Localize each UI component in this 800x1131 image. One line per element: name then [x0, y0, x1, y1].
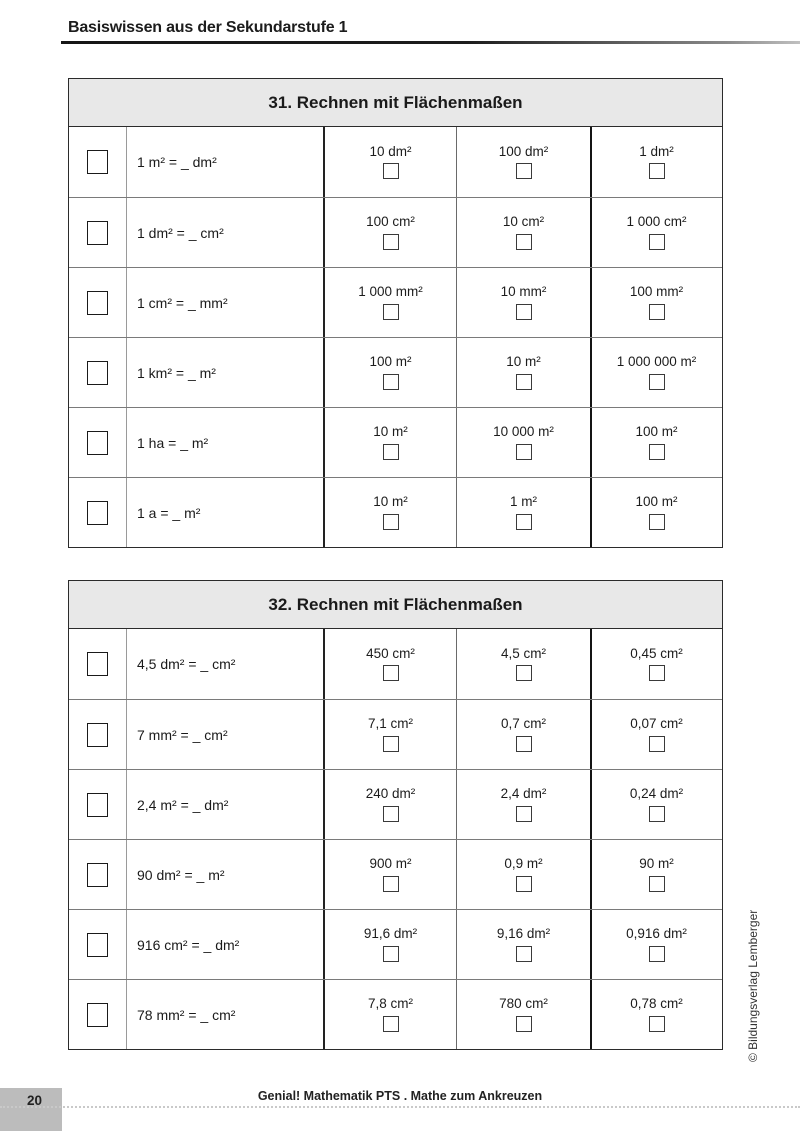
option-checkbox[interactable]	[649, 665, 665, 681]
option-label: 10 m²	[506, 354, 541, 370]
option-checkbox[interactable]	[516, 1016, 532, 1032]
option-cell	[325, 478, 457, 547]
exercise-table-31	[68, 78, 723, 548]
option-checkbox[interactable]	[649, 946, 665, 962]
answer-cell	[69, 840, 127, 909]
option-label: 10 000 m²	[493, 424, 554, 440]
option-label: 10 mm²	[500, 284, 547, 300]
question-text: 916 cm² = _ dm²	[127, 910, 325, 979]
question-text: 1 dm² = _ cm²	[127, 198, 325, 267]
option-label: 10 cm²	[502, 214, 545, 230]
answer-cell	[69, 629, 127, 699]
answer-cell	[69, 127, 127, 197]
question-text: 1 m² = _ dm²	[127, 127, 325, 197]
option-cell	[592, 338, 721, 407]
answer-cell	[69, 770, 127, 839]
option-checkbox[interactable]	[383, 806, 399, 822]
exercise-row	[69, 769, 722, 839]
option-label: 0,45 cm²	[630, 645, 683, 661]
option-label: 900 m²	[369, 856, 412, 872]
exercise-row	[69, 909, 722, 979]
option-cell	[325, 408, 457, 477]
option-checkbox[interactable]	[516, 876, 532, 892]
option-cell	[457, 910, 592, 979]
option-checkbox[interactable]	[649, 806, 665, 822]
answer-cell	[69, 910, 127, 979]
row-checkbox[interactable]	[87, 150, 108, 174]
table-title: 31. Rechnen mit Flächenmaßen	[69, 79, 722, 127]
option-checkbox[interactable]	[649, 163, 665, 179]
option-cell	[325, 840, 457, 909]
option-label: 10 m²	[373, 494, 408, 510]
header-rule	[61, 41, 800, 44]
exercise-row	[69, 629, 722, 699]
option-checkbox[interactable]	[516, 374, 532, 390]
option-cell	[592, 840, 721, 909]
option-cell	[592, 980, 721, 1049]
option-checkbox[interactable]	[649, 514, 665, 530]
option-checkbox[interactable]	[383, 374, 399, 390]
option-checkbox[interactable]	[383, 665, 399, 681]
option-cell	[457, 268, 592, 337]
option-checkbox[interactable]	[516, 304, 532, 320]
exercise-row	[69, 407, 722, 477]
row-checkbox[interactable]	[87, 291, 108, 315]
option-cell	[325, 268, 457, 337]
footer-dotted-rule	[0, 1106, 800, 1108]
answer-cell	[69, 478, 127, 547]
answer-cell	[69, 980, 127, 1049]
exercise-row	[69, 979, 722, 1049]
option-checkbox[interactable]	[649, 444, 665, 460]
page-title: Basiswissen aus der Sekundarstufe 1	[68, 19, 348, 36]
option-checkbox[interactable]	[649, 374, 665, 390]
option-checkbox[interactable]	[649, 1016, 665, 1032]
option-checkbox[interactable]	[649, 304, 665, 320]
option-label: 10 dm²	[369, 143, 412, 159]
option-label: 450 cm²	[366, 645, 415, 661]
option-checkbox[interactable]	[383, 736, 399, 752]
option-cell	[325, 629, 457, 699]
option-label: 0,9 m²	[504, 856, 543, 872]
option-checkbox[interactable]	[383, 234, 399, 250]
table-title: 32. Rechnen mit Flächenmaßen	[69, 581, 722, 629]
option-label: 0,78 cm²	[630, 996, 683, 1012]
option-cell	[325, 338, 457, 407]
exercise-row	[69, 699, 722, 769]
option-label: 1 000 mm²	[358, 284, 423, 300]
copyright-sidenote: © Bildungsverlag Lemberger	[746, 909, 760, 1062]
option-checkbox[interactable]	[383, 876, 399, 892]
option-checkbox[interactable]	[649, 876, 665, 892]
option-label: 240 dm²	[365, 786, 416, 802]
option-label: 100 dm²	[498, 143, 549, 159]
option-label: 100 m²	[635, 424, 678, 440]
option-cell	[457, 127, 592, 197]
option-cell	[592, 700, 721, 769]
question-text: 1 km² = _ m²	[127, 338, 325, 407]
exercise-row	[69, 127, 722, 197]
answer-cell	[69, 338, 127, 407]
exercise-row	[69, 197, 722, 267]
option-cell	[457, 478, 592, 547]
option-label: 0,07 cm²	[630, 716, 683, 732]
option-checkbox[interactable]	[516, 736, 532, 752]
exercise-row	[69, 267, 722, 337]
exercise-row	[69, 839, 722, 909]
option-cell	[325, 127, 457, 197]
option-cell	[457, 338, 592, 407]
answer-cell	[69, 700, 127, 769]
option-cell	[457, 408, 592, 477]
option-label: 1 000 000 m²	[616, 354, 697, 370]
option-checkbox[interactable]	[516, 514, 532, 530]
option-checkbox[interactable]	[516, 163, 532, 179]
option-cell	[457, 770, 592, 839]
question-text: 2,4 m² = _ dm²	[127, 770, 325, 839]
row-checkbox[interactable]	[87, 221, 108, 245]
option-cell	[592, 770, 721, 839]
option-label: 91,6 dm²	[363, 926, 418, 942]
option-checkbox[interactable]	[383, 304, 399, 320]
answer-cell	[69, 268, 127, 337]
option-label: 2,4 dm²	[500, 786, 547, 802]
option-checkbox[interactable]	[516, 444, 532, 460]
row-checkbox[interactable]	[87, 652, 108, 676]
option-label: 1 m²	[510, 494, 537, 510]
answer-cell	[69, 408, 127, 477]
option-label: 0,916 dm²	[626, 926, 687, 942]
question-text: 7 mm² = _ cm²	[127, 700, 325, 769]
footer-title: Genial! Mathematik PTS . Mathe zum Ankreuzen	[257, 1089, 543, 1103]
option-cell	[325, 770, 457, 839]
option-cell	[592, 198, 721, 267]
option-cell	[592, 408, 721, 477]
row-checkbox[interactable]	[87, 793, 108, 817]
exercise-row	[69, 337, 722, 407]
option-cell	[457, 840, 592, 909]
table-body	[69, 127, 722, 547]
option-label: 7,1 cm²	[367, 716, 413, 732]
option-cell	[592, 268, 721, 337]
question-text: 1 cm² = _ mm²	[127, 268, 325, 337]
table-body	[69, 629, 722, 1049]
row-checkbox[interactable]	[87, 501, 108, 525]
page-number: 20	[26, 1093, 42, 1108]
option-cell	[592, 910, 721, 979]
option-label: 0,24 dm²	[629, 786, 684, 802]
option-cell	[325, 700, 457, 769]
option-cell	[592, 629, 721, 699]
option-checkbox[interactable]	[383, 444, 399, 460]
option-label: 100 m²	[635, 494, 678, 510]
option-cell	[592, 478, 721, 547]
option-cell	[325, 910, 457, 979]
question-text: 1 a = _ m²	[127, 478, 325, 547]
exercise-row	[69, 477, 722, 547]
option-label: 0,7 cm²	[500, 716, 546, 732]
option-checkbox[interactable]	[649, 736, 665, 752]
option-label: 780 cm²	[499, 996, 548, 1012]
option-cell	[325, 198, 457, 267]
option-checkbox[interactable]	[516, 665, 532, 681]
option-checkbox[interactable]	[383, 514, 399, 530]
row-checkbox[interactable]	[87, 431, 108, 455]
exercise-table-32	[68, 580, 723, 1050]
option-label: 7,8 cm²	[367, 996, 413, 1012]
option-checkbox[interactable]	[383, 163, 399, 179]
option-checkbox[interactable]	[516, 234, 532, 250]
option-cell	[457, 980, 592, 1049]
question-text: 1 ha = _ m²	[127, 408, 325, 477]
option-checkbox[interactable]	[383, 946, 399, 962]
option-label: 10 m²	[373, 424, 408, 440]
question-text: 4,5 dm² = _ cm²	[127, 629, 325, 699]
option-label: 1 dm²	[639, 143, 674, 159]
question-text: 90 dm² = _ m²	[127, 840, 325, 909]
option-cell	[592, 127, 721, 197]
question-text: 78 mm² = _ cm²	[127, 980, 325, 1049]
option-cell	[457, 629, 592, 699]
row-checkbox[interactable]	[87, 863, 108, 887]
option-cell	[325, 980, 457, 1049]
row-checkbox[interactable]	[87, 933, 108, 957]
option-label: 100 m²	[369, 354, 412, 370]
option-label: 100 cm²	[366, 214, 415, 230]
option-checkbox[interactable]	[383, 1016, 399, 1032]
answer-cell	[69, 198, 127, 267]
option-label: 4,5 cm²	[500, 645, 546, 661]
option-checkbox[interactable]	[649, 234, 665, 250]
option-cell	[457, 198, 592, 267]
option-cell	[457, 700, 592, 769]
row-checkbox[interactable]	[87, 361, 108, 385]
option-checkbox[interactable]	[516, 946, 532, 962]
option-label: 1 000 cm²	[626, 214, 687, 230]
row-checkbox[interactable]	[87, 1003, 108, 1027]
option-label: 90 m²	[639, 856, 674, 872]
row-checkbox[interactable]	[87, 723, 108, 747]
option-checkbox[interactable]	[516, 806, 532, 822]
option-label: 100 mm²	[629, 284, 684, 300]
option-label: 9,16 dm²	[496, 926, 551, 942]
